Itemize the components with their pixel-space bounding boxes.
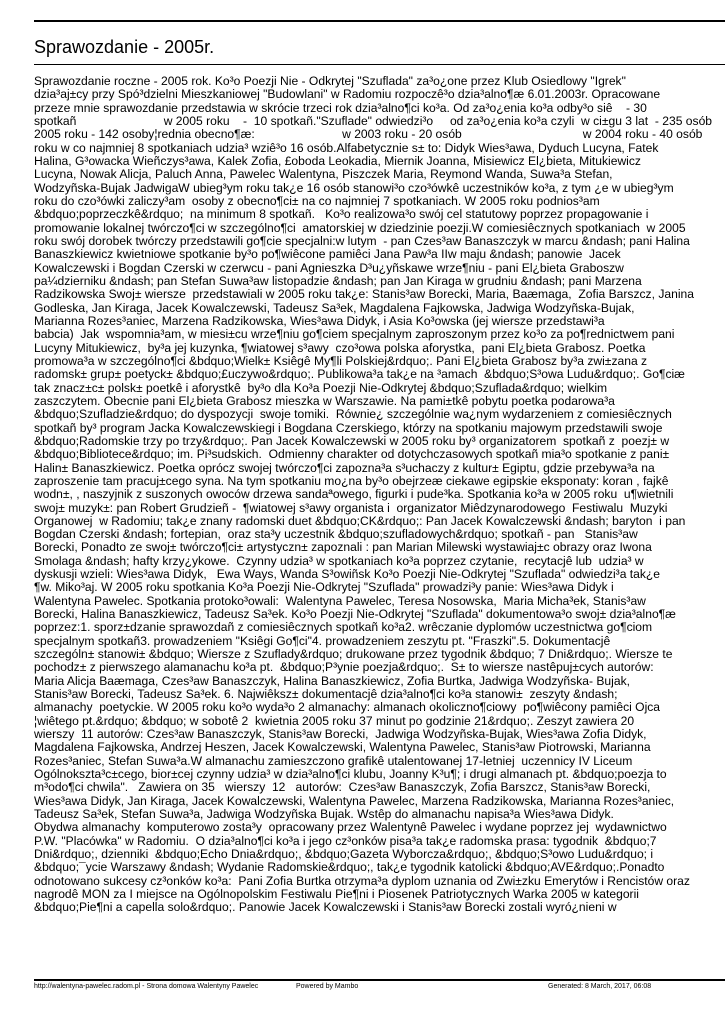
body-line: Obydwa almanachy komputerowo zosta³y opracowany przez Walentynê Pawelec i wydane poprzez jej wydawnictwo <box>34 821 667 835</box>
body-line: tak znacz±c± polsk± poetkê i aforystkê by³o dla Ko³a Poezji Nie-Odkrytej &bdquo;Szuflada&rdquo; wielkim <box>34 381 608 395</box>
body-line: Bogdan Czerski &ndash; fortepian, oraz sta³y uczestnik &bdquo;szufladowych&rdquo; spotkañ - pan Stanis³aw <box>34 528 638 542</box>
body-line: &bdquo;Pie¶ni a capella solo&rdquo;. Panowie Jacek Kowalczewski i Stanis³aw Borecki zostali wyró¿nieni w <box>34 901 617 915</box>
footer-powered-by: Powered by Mambo <box>296 983 359 990</box>
body-line: radomsk± grup± poetyck± &bdquo;£uczywo&rdquo;. Publikowa³a tak¿e na ³amach &bdquo;S³owa Ludu&rdquo;. Go¶ciæ <box>34 368 685 382</box>
body-line: Borecki, Halina Banaszkiewicz, Tadeusz Sa³ek. Ko³o Poezji Nie-Odkrytej "Szuflada" dokumentowa³o swoj± dzia³alno¶æ <box>34 608 676 622</box>
body-line: 2005 roku - 142 osoby¦rednia obecno¶æ: w 2003 roku - 20 osób w 2004 roku - 40 osób <box>34 128 703 142</box>
body-line: zaszczytem. Obecnie pani El¿bieta Grabosz mieszka w Warszawie. Na pami±tkê pobytu poetka podarowa³a <box>34 394 615 408</box>
body-line: &bdquo;Radomskie trzy po trzy&rdquo;. Pan Jacek Kowalczewski w 2005 roku by³ organizatorem spotkañ z poezj± w <box>34 434 670 448</box>
body-line: Rozes³aniec, Stefan Suwa³a.W almanachu zamieszczono grafikê utalentowanej 17-letniej uczennicy IV Liceum <box>34 754 633 768</box>
body-line: Wodzyñska-Bujak JadwigaW ubieg³ym roku tak¿e 16 osób stanowi³o czo³ówkê uczestników ko³a, z tym ¿e w ubieg³ym <box>34 181 674 195</box>
body-line: Tadeusz Sa³ek, Stefan Suwa³a, Jadwiga Wodzyñska Bujak. Wstêp do almanachu napisa³a Wies³awa Didyk. <box>34 808 614 822</box>
body-line: promowa³a w szczególno¶ci &bdquo;Wielk± Ksiêgê My¶li Polskiej&rdquo;. Pani El¿bieta Grabosz by³a zwi±zana z <box>34 354 648 368</box>
body-line: pochodz± z pierwszego alamanachu ko³a pt. &bdquo;P³ynie poezja&rdquo;. S± to wiersze nastêpuj±cych autorów: <box>34 661 654 675</box>
body-line: Smolaga &ndash; hafty krzy¿ykowe. Czynny udzia³ w spotkaniach ko³a poprzez czytanie, recytacjê lub udzia³ w <box>34 554 644 568</box>
body-line: Godleska, Jan Kiraga, Jacek Kowalczewski, Tadeusz Sa³ek, Magdalena Fajkowska, Jadwiga Wodzyñska-Bujak, <box>34 301 635 315</box>
body-line: Sprawozdanie roczne - 2005 rok. Ko³o Poezji Nie - Odkrytej "Szuflada" za³o¿one przez Klub Osiedlowy "Igrek" <box>34 75 626 88</box>
body-line: nagrodê MON za I miejsce na Ogólnopolskim Festiwalu Pie¶ni i Piosenek Patriotycznych Warka 2005 w kategorii <box>34 888 639 902</box>
body-line: P.W. "Placówka" w Radomiu. O dzia³alno¶ci ko³a i jego cz³onków pisa³a tak¿e radomska prasa: tygodnik &bdquo;7 <box>34 834 657 848</box>
body-line: Kowalczewski i Bogdan Czerski w czerwcu - pani Agnieszka D³u¿yñskawe wrze¶niu - pani El¿bieta Graboszw <box>34 261 624 275</box>
body-line: Stanis³aw Borecki, Tadeusz Sa³ek. 6. Najwiêksz± dokumentacjê dzia³alno¶ci ko³a stanowi± zeszyty &ndash; <box>34 688 618 702</box>
body-line: szczególn± stanowi± &bdquo; Wiersze z Szuflady&rdquo; drukowane przez tygodnik &bdquo; 7 Dni&rdquo;. Wiersze te <box>34 648 673 662</box>
body-line: Magdalena Fajkowska, Andrzej Heszen, Jacek Kowalczewski, Walentyna Pawelec, Stanis³aw Piotrowski, Marianna <box>34 741 651 755</box>
body-line: wodn±, , naszyjnik z suszonych owoców drzewa sandaªowego, figurki i pude³ka. Spotkania ko³a w 2005 roku u¶wietnili <box>34 488 674 502</box>
body-line: babcia) Jak wspomnia³am, w miesi±cu wrze¶niu go¶ciem specjalnym zaproszonym przez ko³o za po¶rednictwem pani <box>34 328 675 342</box>
body-line: spotkañ w 2005 roku - 10 spotkañ."Szuflade" odwiedzi³o od za³o¿enia ko³a czyli w ci±gu 3 lat - 235 osób <box>34 114 713 128</box>
body-line: Halina, G³owacka Wieñczys³awa, Kalek Zofia, £oboda Leokadia, Miernik Joanna, Misiewicz El¿bieta, Mitukiewicz <box>34 154 641 168</box>
footer-rule <box>34 979 725 981</box>
body-line: pa¼dzierniku &ndash; pan Stefan Suwa³aw listopadzie &ndash; pan Jan Kiraga w grudniu &ndash; pani Marzena <box>34 274 642 288</box>
body-line: Dni&rdquo;, dzienniki &bdquo;Echo Dnia&rdquo;, &bdquo;Gazeta Wyborcza&rdquo;, &bdquo;S³owo Ludu&rdquo; i <box>34 848 654 862</box>
body-line: Borecki, Ponadto ze swoj± twórczo¶ci± artystyczn± zapoznali : pan Marian Milewski wystawiaj±c obrazy oraz Iwona <box>34 541 652 555</box>
body-line: odnotowano sukcesy cz³onków ko³a: Pani Zofia Burtka otrzyma³a dyplom uznania od Zwi±zku Emerytów i Rencistów oraz <box>34 874 690 888</box>
body-line: przeze mnie sprawozdanie przedstawia w skrócie trzeci rok dzia³alno¶ci ko³a. Od za³o¿enia ko³a odby³o siê - 30 <box>34 101 647 115</box>
body-line: Lucyna, Nowak Alicja, Paluch Anna, Pawelec Walentyna, Piszczek Maria, Reymond Wanda, Suwa³a Stefan, <box>34 168 613 182</box>
body-line: dzia³aj±cy przy Spó³dzielni Mieszkaniowej "Budowlani" w Radomiu rozpoczê³o dzia³alno¶æ 6.01.2003r. Opracowane <box>34 88 661 102</box>
body-line: Wies³awa Didyk, Jan Kiraga, Jacek Kowalczewski, Walentyna Pawelec, Marzena Radzikowska, Marianna Rozes³aniec, <box>34 794 675 808</box>
body-line: Walentyna Pawelec. Spotkania protoko³owali: Walentyna Pawelec, Teresa Nosowska, Maria Micha³ek, Stanis³aw <box>34 594 646 608</box>
body-line: Marianna Rozes³aniec, Marzena Radzikowska, Wies³awa Didyk, i Asia Ko³owska (jej wiersze przedstawi³a <box>34 314 605 328</box>
body-line: Banaszkiewicz kwietniowe spotkanie by³o po¶wiêcone pamiêci Jana Paw³a IIw maju &ndash; panowie Jacek <box>34 248 621 262</box>
footer-site-link[interactable]: http://walentyna-pawelec.radom.pl - Strona domowa Walentyny Pawelec <box>34 983 259 990</box>
body-line: Halin± Banaszkiewicz. Poetka oprócz swojej twórczo¶ci zapozna³a s³uchaczy z kultur± Egiptu, gdzie przebywa³a na <box>34 461 655 475</box>
body-line: m³odo¶ci chwila". Zawiera on 35 wierszy 12 autorów: Czes³aw Banaszczyk, Zofia Barszcz, Stanis³aw Borecki, <box>34 781 651 795</box>
body-line: &bdquo;¯ycie Warszawy &ndash; Wydanie Radomskie&rdquo;, tak¿e tygodnik katolicki &bdquo;AVE&rdquo;.Ponadto <box>34 861 665 875</box>
body-line: ¶w. Miko³aj. W 2005 roku spotkania Ko³a Poezji Nie-Odkrytej "Szuflada" prowadzi³y panie: Wies³awa Didyk i <box>34 581 614 595</box>
body-line: specjalnym spotkañ3. prowadzeniem "Ksiêgi Go¶ci"4. prowadzeniem zeszytu pt. "Fraszki".5. Dokumentacjê <box>34 634 611 648</box>
body-line: spotkañ by³ program Jacka Kowalczewskiegi i Bogdana Czerskiego, którzy na spotkaniu majowym przedstawili swoje <box>34 421 663 435</box>
body-line: &bdquo;poprzeczkê&rdquo; na minimum 8 spotkañ. Ko³o realizowa³o swój cel statutowy poprzez propagowanie i <box>34 208 649 222</box>
body-line: Ogólnokszta³c±cego, bior±cej czynny udzia³ w dzia³alno¶ci klubu, Joanny K³u¶; i drugi almanach pt. &bdquo;poezja to <box>34 768 667 782</box>
title-underline <box>34 64 725 65</box>
header-rule <box>34 20 725 22</box>
body-line: Maria Alicja Baæmaga, Czes³aw Banaszczyk, Halina Banaszkiewicz, Zofia Burtka, Jadwiga Wodzyñska- Bujak, <box>34 674 630 688</box>
body-line: wierszy 11 autorów: Czes³aw Banaszczyk, Stanis³aw Borecki, Jadwiga Wodzyñska-Bujak, Wies³awa Zofia Didyk, <box>34 728 647 742</box>
report-body-text <box>34 75 725 975</box>
body-line: Lucyny Mitukiewicz, by³a jej kuzynka, ¶wiatowej s³awy czo³owa polska aforystka, pani El¿bieta Grabosz. Poetka <box>34 341 646 355</box>
body-line: roku w co najmniej 8 spotkaniach udzia³ wziê³o 16 osób.Alfabetycznie s± to: Didyk Wies³awa, Dyduch Lucyna, Fatek <box>34 141 659 155</box>
body-line: zaproszenie tam pracuj±cego syna. Na tym spotkaniu mo¿na by³o obejrzeæ ciekawe egipskie eksponaty: koran , fajkê <box>34 474 669 488</box>
body-line: &bdquo;Bibliotece&rdquo; im. Pi³sudskich. Odmienny charakter od dotychczasowych spotkañ mia³o spotkanie z pani± <box>34 448 670 462</box>
body-line: almanachy poetyckie. W 2005 roku ko³o wyda³o 2 almanachy: almanach okoliczno¶ciowy po¶wiêcony pamiêci Ojca <box>34 701 661 715</box>
footer-generated-date: Generated: 8 March, 2017, 06:08 <box>548 983 652 990</box>
body-line: promowanie lokalnej twórczo¶ci w szczególno¶ci amatorskiej w dziedzinie poezji.W comiesiêcznych spotkaniach w 2005 <box>34 221 686 235</box>
body-line: roku swój dorobek twórczy przedstawili go¶cie specjalni:w lutym - pan Czes³aw Banaszczyk w marcu &ndash; pani Halina <box>34 234 690 248</box>
body-line: dyskusji wzieli: Wies³awa Didyk, Ewa Ways, Wanda S³owiñsk Ko³o Poezji Nie-Odkrytej "Szuflada" odwiedzi³a tak¿e <box>34 568 661 582</box>
body-line: &bdquo;Szufladzie&rdquo; do dyspozycji swoje tomiki. Równie¿ szczególnie wa¿nym wydarzeniem z comiesiêcznych <box>34 408 672 422</box>
body-line: Radzikowska Swoj± wiersze przedstawiali w 2005 roku tak¿e: Stanis³aw Borecki, Maria, Baæmaga, Zofia Barszcz, Janina <box>34 288 694 302</box>
page-title: Sprawozdanie - 2005r. <box>34 37 215 57</box>
body-line: ¦wiêtego pt.&rdquo; &bdquo; w sobotê 2 kwietnia 2005 roku 37 minut po godzinie 21&rdquo;. Zeszyt zawiera 20 <box>34 714 635 728</box>
body-line: poprzez:1. sporz±dzanie sprawozdañ z comiesiêcznych spotkañ ko³a2. wrêczanie dyplomów uczestnictwa go¶ciom <box>34 621 653 635</box>
body-line: swoj± muzyk±: pan Robert Grudzieñ - ¶wiatowej s³awy organista i organizator Miêdzynarodowego Festiwalu Muzyki <box>34 501 668 515</box>
body-line: roku do czo³ówki zaliczy³am osoby z obecno¶ci± na co najmniej 7 spotkaniach. W 2005 roku podnios³am <box>34 194 600 208</box>
body-line: Organowej w Radomiu; tak¿e znany radomski duet &bdquo;CK&rdquo;: Pan Jacek Kowalczewski &ndash; baryton i pan <box>34 514 686 528</box>
